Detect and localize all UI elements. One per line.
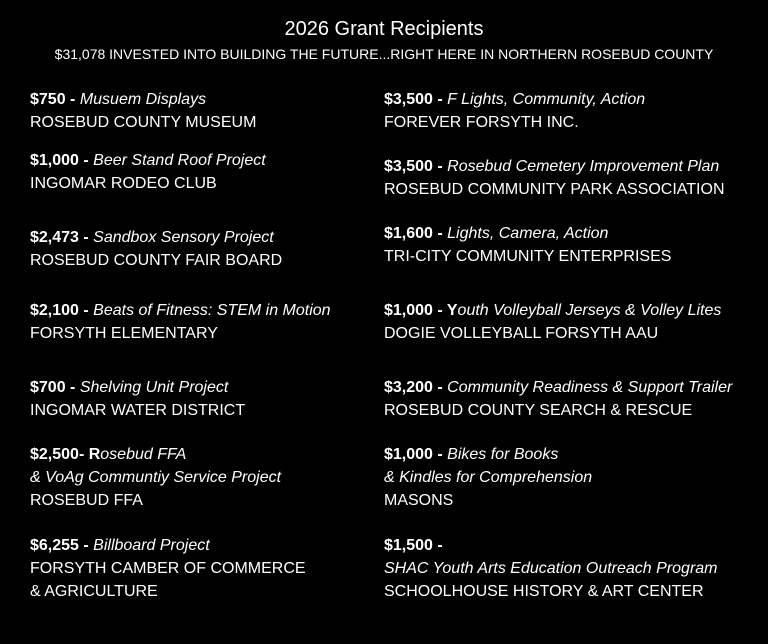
grant-entry (384, 155, 725, 201)
grant-organization: SCHOOLHOUSE HISTORY & ART CENTER (384, 583, 704, 600)
grant-entry (384, 222, 671, 268)
grant-entry (30, 226, 282, 272)
grant-organization: ROSEBUD COUNTY FAIR BOARD (30, 252, 283, 269)
grant-entry (384, 443, 592, 512)
grant-project: Rosebud Cemetery Improvement Plan (447, 158, 720, 175)
grant-project-continued: & VoAg Communtiy Service Project (30, 469, 282, 486)
grant-organization: INGOMAR WATER DISTRICT (30, 402, 246, 419)
grant-entry (30, 88, 256, 134)
grant-entry (384, 376, 732, 422)
grant-project: Beats of Fitness: STEM in Motion (93, 302, 331, 319)
grant-entry (30, 299, 331, 345)
grant-organization: FORSYTH ELEMENTARY (30, 325, 218, 342)
grant-project: Community Readiness & Support Trailer (447, 379, 733, 396)
grant-organization: TRI-CITY COMMUNITY ENTERPRISES (384, 248, 672, 265)
grant-amount: $3,500 - (384, 91, 448, 108)
grant-amount: $2,473 - (30, 229, 94, 246)
grant-amount: $1,000 - (384, 446, 448, 463)
grant-entry (384, 534, 718, 603)
page-subtitle: $31,078 INVESTED INTO BUILDING THE FUTURE...RIGHT HERE IN NORTHERN ROSEBUD COUNTY (54, 46, 714, 62)
grant-amount: $6,255 - (30, 537, 94, 554)
grant-project: osebud FFA (100, 446, 187, 463)
grant-organization: INGOMAR RODEO CLUB (30, 175, 217, 192)
grant-amount: $750 - (30, 91, 80, 108)
grant-organization: MASONS (384, 492, 454, 509)
page-title: 2026 Grant Recipients (284, 18, 484, 40)
grant-organization: DOGIE VOLLEYBALL FORSYTH AAU (384, 325, 659, 342)
grant-project-continued: & Kindles for Comprehension (384, 469, 593, 486)
grant-project: outh Volleyball Jerseys & Volley Lites (457, 302, 722, 319)
grant-project: Beer Stand Roof Project (93, 152, 266, 169)
grant-organization: FORSYTH CAMBER OF COMMERCE (30, 560, 306, 577)
grant-amount: $1,600 - (384, 225, 448, 242)
grant-project: F Lights, Community, Action (447, 91, 646, 108)
grant-amount: $1,000 - Y (384, 302, 458, 319)
grant-organization: ROSEBUD COMMUNITY PARK ASSOCIATION (384, 181, 725, 198)
grant-amount: $2,500- R (30, 446, 101, 463)
grant-organization-continued: & AGRICULTURE (30, 583, 158, 600)
grant-amount: $1,000 - (30, 152, 94, 169)
grant-organization: ROSEBUD COUNTY MUSEUM (30, 114, 257, 131)
grant-amount: $2,100 - (30, 302, 94, 319)
grant-organization: ROSEBUD FFA (30, 492, 143, 509)
grant-project: Bikes for Books (447, 446, 559, 463)
grant-project: Shelving Unit Project (79, 379, 229, 396)
grant-amount: $700 - (30, 379, 80, 396)
grant-entry (30, 443, 281, 512)
grant-project: Billboard Project (93, 537, 210, 554)
grant-entry (30, 534, 306, 603)
grant-amount: $1,500 - (384, 537, 443, 554)
grant-entry (30, 149, 266, 195)
grant-entry (30, 376, 245, 422)
grant-amount: $3,200 - (384, 379, 448, 396)
grant-project: Sandbox Sensory Project (93, 229, 274, 246)
grant-organization: FOREVER FORSYTH INC. (384, 114, 579, 131)
grant-organization: ROSEBUD COUNTY SEARCH & RESCUE (384, 402, 693, 419)
grant-entry (384, 88, 645, 134)
grant-amount: $3,500 - (384, 158, 448, 175)
grant-project: Musuem Displays (79, 91, 207, 108)
grant-entry (384, 299, 721, 345)
grant-project-continued: SHAC Youth Arts Education Outreach Program (384, 560, 718, 577)
grant-project: Lights, Camera, Action (447, 225, 609, 242)
